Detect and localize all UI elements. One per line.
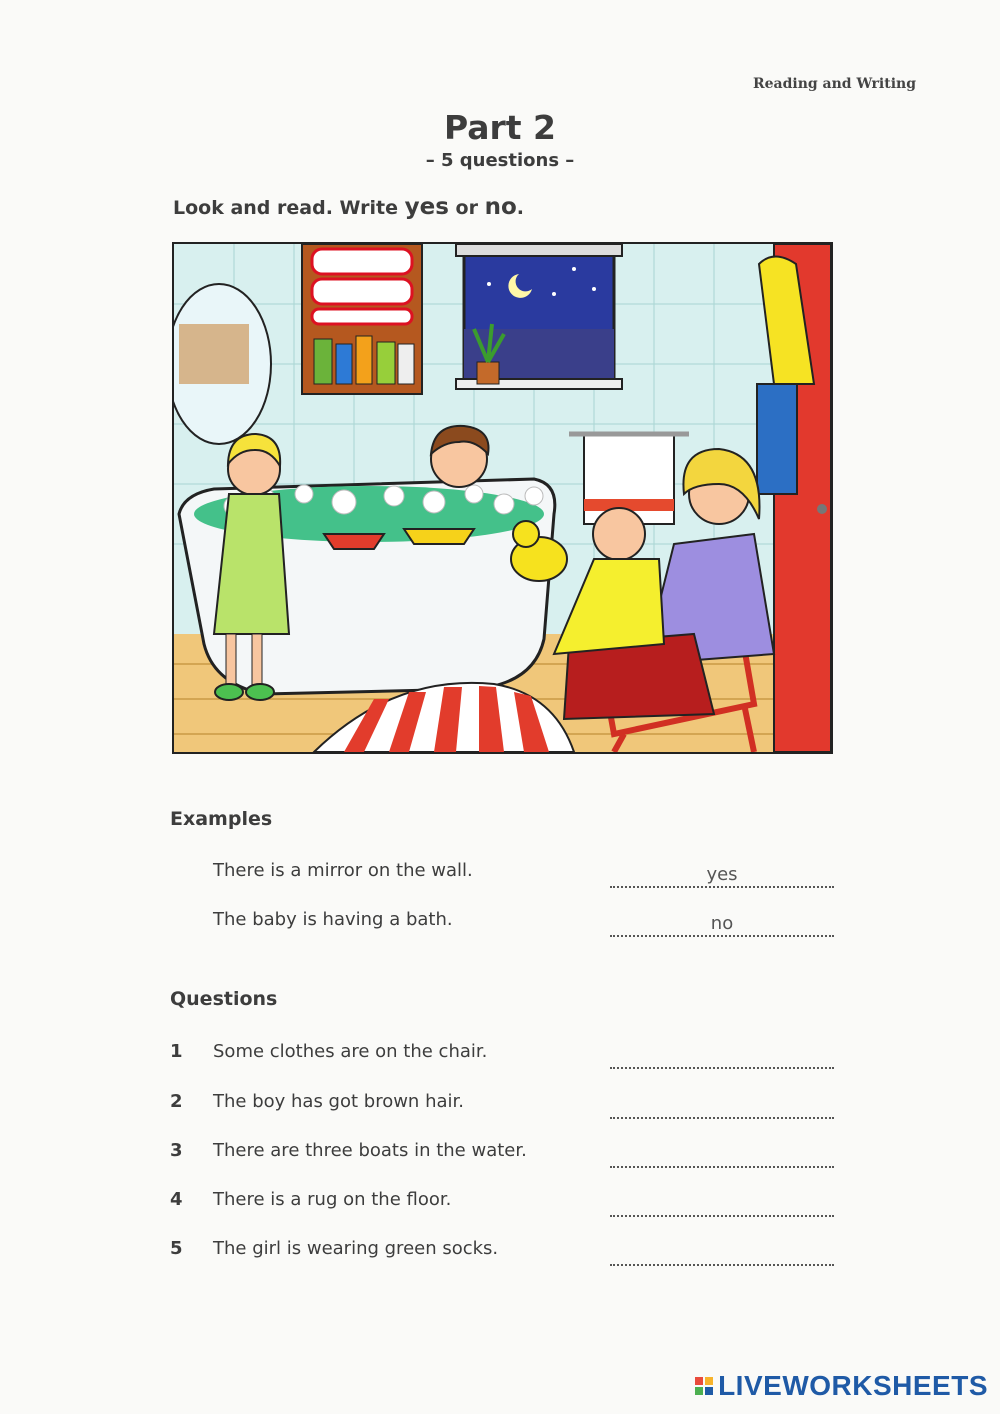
example-row [170, 909, 835, 939]
question-row [170, 1238, 835, 1268]
example-sentence: There is a mirror on the wall. [213, 860, 473, 881]
answer-field-3[interactable] [610, 1140, 834, 1168]
example-row [170, 860, 835, 890]
instruction-middle: or [448, 197, 485, 219]
answer-field-5[interactable] [610, 1238, 834, 1266]
question-sentence: The boy has got brown hair. [213, 1091, 464, 1112]
instruction-suffix: . [516, 197, 524, 219]
brand-name: LIVEWORKSHEETS [718, 1370, 988, 1401]
liveworksheets-brand[interactable] [695, 1370, 988, 1402]
answer-field-2[interactable] [610, 1091, 834, 1119]
question-number: 1 [170, 1041, 183, 1062]
question-row [170, 1140, 835, 1170]
question-sentence: The girl is wearing green socks. [213, 1238, 499, 1259]
example-answer-text: no [710, 913, 734, 934]
example-answer [610, 909, 834, 937]
instruction [173, 194, 524, 220]
questions-heading: Questions [170, 988, 278, 1010]
question-sentence: There is a rug on the floor. [213, 1189, 452, 1210]
question-row [170, 1189, 835, 1219]
question-number: 2 [170, 1091, 183, 1112]
page-title: Part 2 [443, 108, 557, 147]
question-sentence: Some clothes are on the chair. [213, 1041, 488, 1062]
question-row [170, 1091, 835, 1121]
instruction-yes: yes [404, 194, 449, 220]
liveworksheets-logo-icon [695, 1377, 713, 1395]
examples-heading: Examples [170, 808, 273, 830]
example-answer-text: yes [706, 864, 738, 885]
example-sentence: The baby is having a bath. [213, 909, 453, 930]
page-subtitle: – 5 questions – [425, 150, 575, 171]
example-answer [610, 860, 834, 888]
question-number: 5 [170, 1238, 183, 1259]
bathroom-illustration [172, 242, 833, 754]
answer-field-1[interactable] [610, 1041, 834, 1069]
section-label: Reading and Writing [752, 76, 916, 92]
instruction-no: no [484, 194, 517, 220]
question-row [170, 1041, 835, 1071]
question-sentence: There are three boats in the water. [213, 1140, 527, 1161]
question-number: 3 [170, 1140, 183, 1161]
question-number: 4 [170, 1189, 183, 1210]
answer-field-4[interactable] [610, 1189, 834, 1217]
instruction-prefix: Look and read. Write [173, 197, 405, 219]
